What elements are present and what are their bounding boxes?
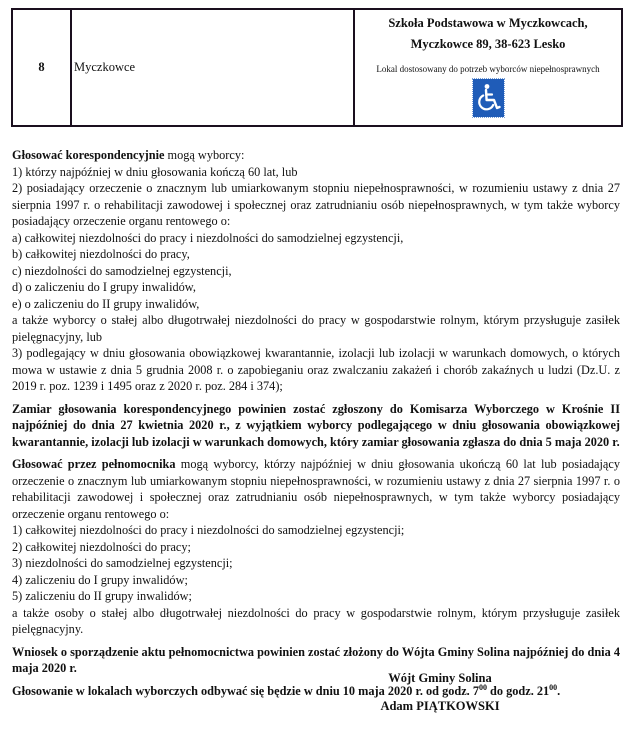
- list-item: 5) zaliczeniu do II grupy inwalidów;: [12, 589, 192, 603]
- station-place: Myczkowce: [74, 60, 136, 74]
- list-item: 4) zaliczeniu do I grupy inwalidów;: [12, 572, 188, 587]
- list-item: 1) całkowitej niezdolności do pracy i niezdolności do samodzielnej egzystencji;: [12, 523, 405, 537]
- list-item: 2) całkowitej niezdolności do pracy;: [12, 539, 191, 554]
- station-address-cell: [354, 9, 622, 126]
- polling-station-table-wrapper: [11, 8, 623, 127]
- voting-hours-end: .: [557, 683, 561, 698]
- signature-title: Wójt Gminy Solina: [388, 671, 492, 685]
- correspondence-heading-bold: Głosować korespondencyjnie: [12, 148, 165, 162]
- list-item: b) całkowitej niezdolności do pracy,: [12, 247, 190, 261]
- correspondence-heading-rest: mogą wyborcy:: [164, 148, 245, 162]
- proxy-heading-bold: Głosować przez pełnomocnika: [12, 457, 176, 471]
- voting-start-minutes: 00: [478, 682, 487, 692]
- station-address-street: Myczkowce 89, 38-623 Lesko: [410, 36, 566, 51]
- voting-hours-middle: do godz. 21: [486, 683, 550, 698]
- list-item: c) niezdolności do samodzielnej egzystencji,: [12, 263, 232, 278]
- proxy-heading-rest: mogą wyborcy, którzy najpóźniej w dniu głosowania ukończą 60 lat lub posiadający orzeczenie o znacznym lub umiarkowanym stopniu niepełnosprawności, w rozumieniu ustawy z dnia 27 sierpnia 1997 r. o rehabilitacji zawodowej i społecznej oraz zatrudnianiu osób niepełnosprawnych, w tym także wyborcy posiadający orzeczenie organu rentowego o:: [12, 457, 620, 521]
- polling-station-table: [11, 8, 623, 127]
- station-number-cell: [12, 9, 71, 126]
- correspondence-deadline: Zamiar głosowania korespondencyjnego powinien zostać zgłoszony do Komisarza Wyborczego w Krośnie II najpóźniej do dnia 27 kwietnia 2020 r., z wyjątkiem wyborcy podlegającego w dniu głosowania obowiązkowej kwarantannie, izolacji lub izolacji w warunkach domowych, który zamiar głosowania zgłasza do dnia 5 maja 2020 r.: [12, 401, 620, 449]
- signature-block: [340, 669, 540, 715]
- signature-name: Adam PIĄTKOWSKI: [380, 699, 500, 713]
- list-item: d) o zaliczeniu do I grupy inwalidów,: [12, 280, 196, 294]
- proxy-deadline: Wniosek o sporządzenie aktu pełnomocnictwa powinien zostać złożony do Wójta Gminy Solina najpóźniej do dnia 4 maja 2020 r.: [12, 644, 620, 675]
- correspondence-voting-section: [12, 147, 620, 395]
- list-item: a) całkowitej niezdolności do pracy i niezdolności do samodzielnej egzystencji,: [12, 230, 404, 245]
- list-item: a także osoby o stałej albo długotrwałej niezdolności do pracy w gospodarstwie rolnym, którym przysługuje zasiłek pielęgnacyjny.: [12, 605, 620, 636]
- wheelchair-icon: [473, 79, 504, 117]
- proxy-heading: [12, 456, 620, 522]
- station-number: 8: [38, 60, 45, 74]
- voting-hours-text: Głosowanie w lokalach wyborczych odbywać się będzie w dniu 10 maja 2020 r. od godz. 7: [12, 683, 479, 698]
- voting-end-minutes: 00: [549, 682, 558, 692]
- list-item: 1) którzy najpóźniej w dniu głosowania kończą 60 lat, lub: [12, 164, 298, 179]
- list-item: a także wyborcy o stałej albo długotrwałej niezdolności do pracy w gospodarstwie rolnym, którym przysługuje zasiłek pielęgnacyjny, lub: [12, 313, 620, 344]
- station-address-name: Szkoła Podstawowa w Myczkowcach,: [388, 15, 588, 30]
- announcement-body: [12, 147, 620, 705]
- list-item: 3) podlegający w dniu głosowania obowiązkowej kwarantannie, izolacji lub izolacji w warunkach domowych, o których mowa w ustawie z dnia 5 grudnia 2008 r. o zapobieganiu oraz zwalczaniu zakażeń i chorób zakaźnych u ludzi (Dz.U. z 2019 r. poz. 1239 i 1495 oraz z 2020 r. poz. 284 i 374);: [12, 346, 620, 393]
- list-item: 2) posiadający orzeczenie o znacznym lub umiarkowanym stopniu niepełnosprawności, w rozumieniu ustawy z dnia 27 sierpnia 1997 r. o rehabilitacji zawodowej i społecznej oraz zatrudnianiu osób niepełnosprawnych, w tym także wyborcy posiadający orzeczenie organu rentowego o:: [12, 181, 620, 228]
- list-item: e) o zaliczeniu do II grupy inwalidów,: [12, 296, 200, 311]
- table-row: [12, 9, 622, 126]
- station-place-cell: [71, 9, 354, 126]
- correspondence-heading: [12, 147, 620, 164]
- proxy-voting-section: [12, 456, 620, 638]
- list-item: 3) niezdolności do samodzielnej egzystencji;: [12, 556, 233, 570]
- accessibility-note: Lokal dostosowany do potrzeb wyborców niepełnosprawnych: [376, 63, 600, 74]
